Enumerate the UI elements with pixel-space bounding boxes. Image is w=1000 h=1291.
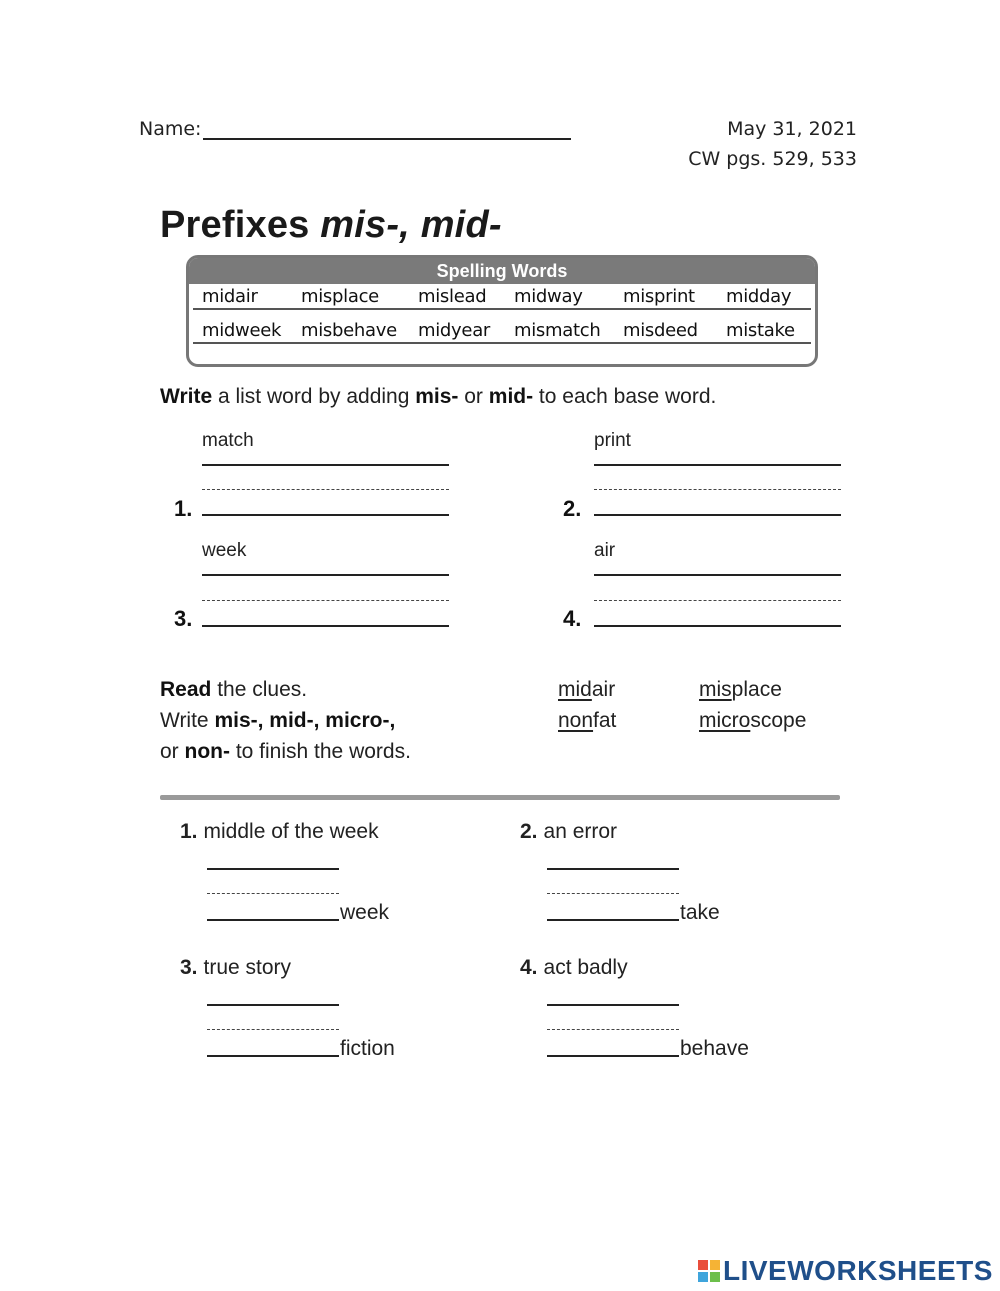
spelling-word: midweek	[202, 320, 282, 341]
instr-bold: Write	[160, 385, 213, 408]
item-number: 2.	[563, 496, 582, 521]
pages-text: CW pgs. 529, 533	[688, 148, 857, 170]
writing-line-mid	[202, 600, 449, 601]
spelling-word: midyear	[418, 320, 491, 341]
date-text: May 31, 2021	[727, 118, 857, 140]
base-word: week	[202, 540, 247, 561]
spelling-word: misplace	[301, 286, 379, 307]
clue-number: 3.	[180, 956, 198, 979]
instr-text: Write	[160, 709, 215, 732]
writing-line-mid	[207, 893, 339, 894]
clue-text: act badly	[543, 956, 628, 979]
clue-2	[520, 820, 617, 844]
example-rest: place	[731, 678, 782, 701]
instr-bold: mid-	[488, 385, 534, 408]
example-rest: scope	[750, 709, 807, 732]
spelling-word: midday	[726, 286, 792, 307]
writing-line-top	[594, 574, 841, 576]
instr-text: or	[458, 385, 489, 408]
item-number: 1.	[174, 496, 193, 521]
answer-line-2[interactable]	[594, 514, 841, 516]
part1-instructions	[160, 385, 716, 409]
name-label: Name:	[139, 118, 202, 140]
instr-text: the clues.	[211, 678, 308, 701]
writing-line-mid	[547, 893, 679, 894]
writing-line-top	[202, 574, 449, 576]
clue-4	[520, 956, 628, 980]
instr-text: a list word by adding	[212, 385, 416, 408]
base-word: print	[594, 430, 631, 451]
spelling-word: mistake	[726, 320, 795, 341]
word-suffix: fiction	[340, 1037, 395, 1060]
writing-line-top	[547, 868, 679, 870]
example-prefix: mid	[558, 678, 592, 701]
name-input-line[interactable]	[203, 138, 571, 140]
writing-line-top	[594, 464, 841, 466]
part2-instr-line2	[160, 709, 395, 733]
spelling-row-2	[193, 318, 811, 344]
instr-text: to finish the words.	[230, 740, 411, 763]
answer-line-clue-4[interactable]	[547, 1055, 679, 1057]
clue-1	[180, 820, 379, 844]
answer-line-clue-3[interactable]	[207, 1055, 339, 1057]
example-word	[699, 678, 782, 702]
spelling-word: midair	[202, 286, 258, 307]
item-number: 3.	[174, 606, 193, 631]
writing-line-top	[207, 1004, 339, 1006]
answer-line-3[interactable]	[202, 625, 449, 627]
writing-line-mid	[202, 489, 449, 490]
instr-bold: mis-	[415, 385, 459, 408]
spelling-words-heading: Spelling Words	[189, 258, 815, 284]
example-word	[558, 709, 616, 733]
clue-3	[180, 956, 291, 980]
spelling-word: misprint	[623, 286, 695, 307]
spelling-word: misbehave	[301, 320, 397, 341]
page-title	[160, 204, 502, 247]
writing-line-mid	[547, 1029, 679, 1030]
spelling-word: mismatch	[514, 320, 601, 341]
word-suffix: behave	[680, 1037, 749, 1060]
base-word: air	[594, 540, 616, 561]
clue-number: 2.	[520, 820, 538, 843]
clue-text: middle of the week	[203, 820, 379, 843]
example-prefix: non	[558, 709, 594, 732]
instr-bold: non-	[184, 740, 230, 763]
title-italic: mis-, mid-	[320, 204, 502, 246]
instr-text: to each base word.	[533, 385, 717, 408]
item-number: 4.	[563, 606, 582, 631]
base-word: match	[202, 430, 254, 451]
example-prefix: mis	[699, 678, 732, 701]
liveworksheets-brand: LIVEWORKSHEETS	[723, 1255, 993, 1286]
example-rest: fat	[593, 709, 617, 732]
writing-line-top	[207, 868, 339, 870]
spelling-word: misdeed	[623, 320, 698, 341]
clue-number: 1.	[180, 820, 198, 843]
word-suffix: week	[340, 901, 390, 924]
writing-line-top	[202, 464, 449, 466]
part2-instr-line1	[160, 678, 307, 702]
liveworksheets-badge-icon	[698, 1260, 720, 1282]
clue-number: 4.	[520, 956, 538, 979]
example-prefix: micro	[699, 709, 751, 732]
spelling-word: mislead	[418, 286, 487, 307]
instr-bold: Read	[160, 678, 212, 701]
title-plain: Prefixes	[160, 204, 321, 246]
part2-instr-line3	[160, 740, 411, 764]
example-word	[558, 678, 615, 702]
answer-line-clue-2[interactable]	[547, 919, 679, 921]
writing-line-top	[547, 1004, 679, 1006]
example-word	[699, 709, 806, 733]
liveworksheets-logo	[698, 1255, 993, 1287]
writing-line-mid	[594, 489, 841, 490]
instr-text: or	[160, 740, 185, 763]
spelling-words-box	[186, 255, 818, 367]
instr-bold: mis-, mid-, micro-,	[214, 709, 396, 732]
answer-line-4[interactable]	[594, 625, 841, 627]
section-divider	[160, 795, 840, 800]
clue-text: an error	[543, 820, 618, 843]
answer-line-1[interactable]	[202, 514, 449, 516]
clue-text: true story	[203, 956, 292, 979]
writing-line-mid	[594, 600, 841, 601]
spelling-word: midway	[514, 286, 583, 307]
word-suffix: take	[680, 901, 720, 924]
answer-line-clue-1[interactable]	[207, 919, 339, 921]
spelling-row-1	[193, 284, 811, 310]
writing-line-mid	[207, 1029, 339, 1030]
example-rest: air	[591, 678, 616, 701]
